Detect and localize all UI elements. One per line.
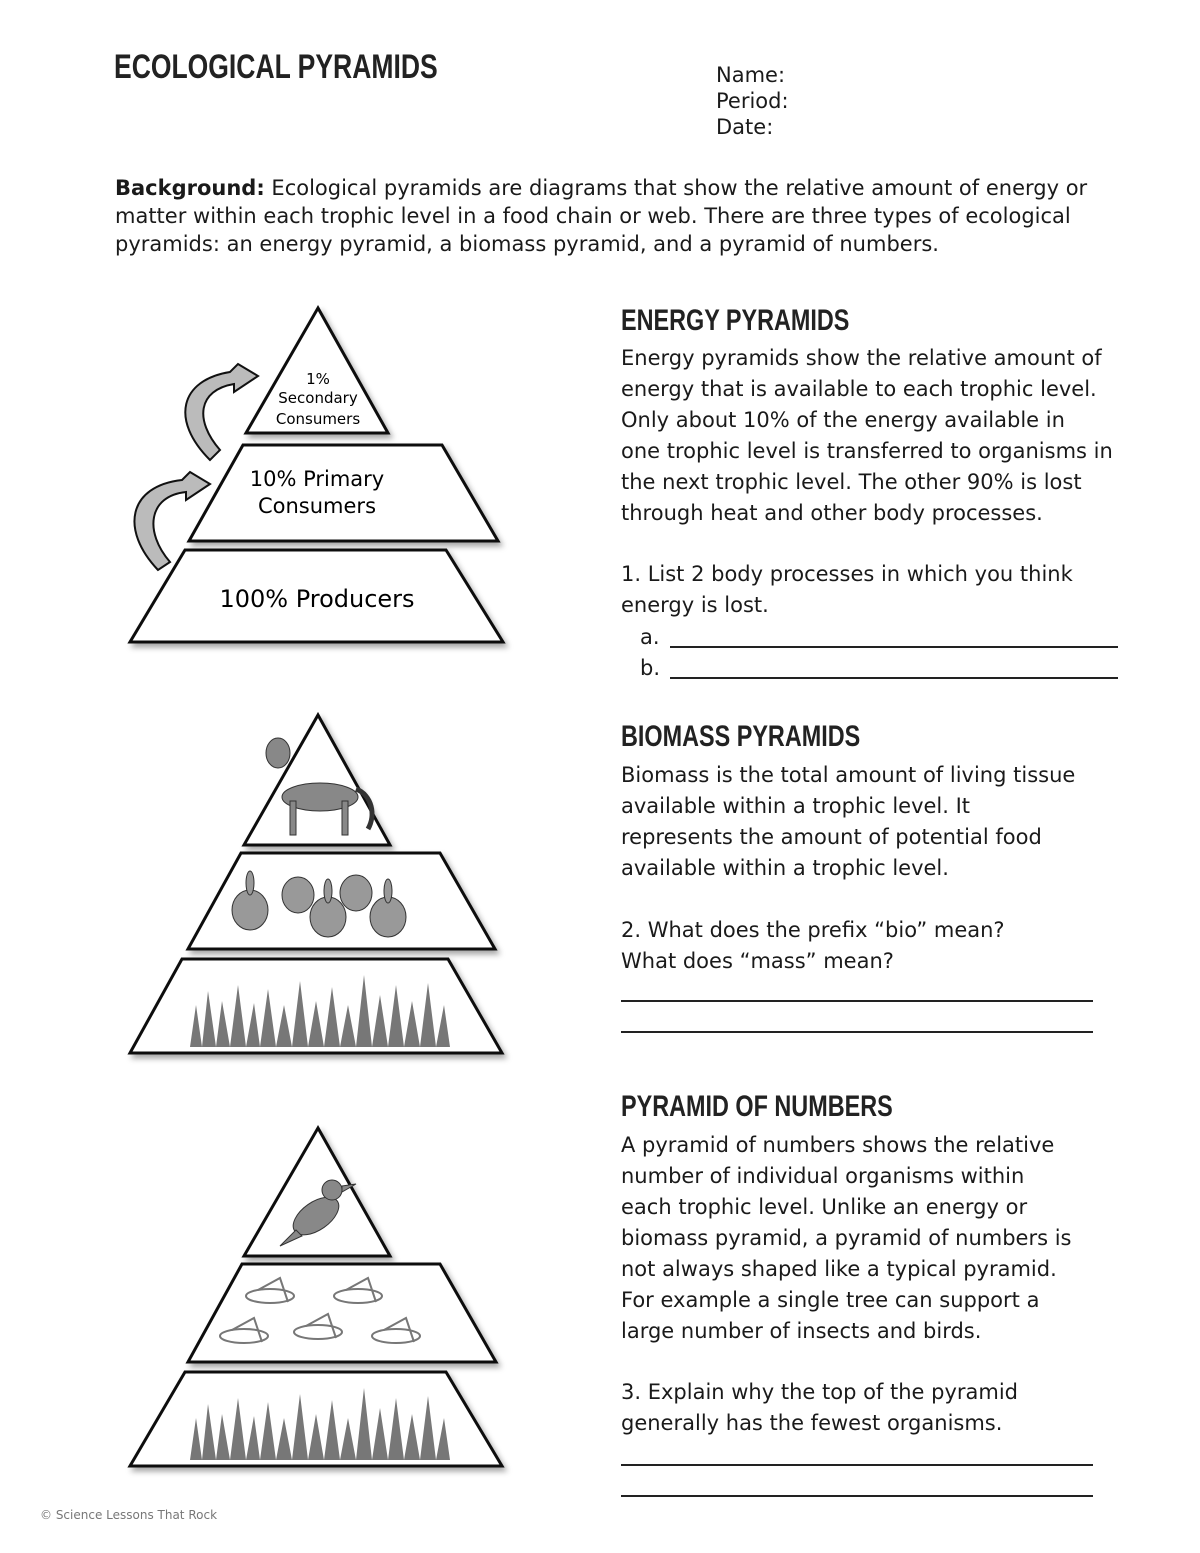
energy-mid-label-1: 10% Primary xyxy=(249,467,385,491)
answer-2-line-2[interactable] xyxy=(621,1031,1093,1033)
background-label: Background: xyxy=(115,176,265,200)
question-3-line: 3. Explain why the top of the pyramid xyxy=(621,1380,1019,1404)
numbers-line: large number of insects and birds. xyxy=(621,1319,982,1343)
answer-a-label: a. xyxy=(640,625,660,649)
biomass-heading: BIOMASS PYRAMIDS xyxy=(621,720,861,753)
numbers-line: not always shaped like a typical pyramid. xyxy=(621,1257,1057,1281)
numbers-line: number of individual organisms within xyxy=(621,1164,1025,1188)
energy-top-label-2: Consumers xyxy=(275,410,361,428)
energy-top-percent: 1% xyxy=(306,370,330,388)
question-1-line: 1. List 2 body processes in which you think xyxy=(621,562,1073,586)
energy-line: one trophic level is transferred to organisms in xyxy=(621,439,1113,463)
biomass-description xyxy=(621,760,1075,884)
biomass-line: available within a trophic level. It xyxy=(621,794,971,818)
energy-line: through heat and other body processes. xyxy=(621,501,1043,525)
energy-heading: ENERGY PYRAMIDS xyxy=(621,304,850,337)
answer-3-line-2[interactable] xyxy=(621,1495,1093,1497)
answer-b-label: b. xyxy=(640,656,661,680)
energy-description xyxy=(621,343,1113,529)
answer-a-line[interactable] xyxy=(670,646,1118,648)
question-1-line: energy is lost. xyxy=(621,593,769,617)
biomass-line: Biomass is the total amount of living tissue xyxy=(621,763,1076,787)
energy-line: energy that is available to each trophic level. xyxy=(621,377,1097,401)
question-2-line: What does “mass” mean? xyxy=(621,949,894,973)
numbers-heading: PYRAMID OF NUMBERS xyxy=(621,1090,893,1123)
period-label: Period: xyxy=(716,89,789,113)
energy-line: the next trophic level. The other 90% is lost xyxy=(621,470,1082,494)
biomass-line: available within a trophic level. xyxy=(621,856,949,880)
answer-2-line-1[interactable] xyxy=(621,1000,1093,1002)
numbers-line: For example a single tree can support a xyxy=(621,1288,1040,1312)
answer-3-line-1[interactable] xyxy=(621,1464,1093,1466)
energy-mid-label-2: Consumers xyxy=(257,494,377,518)
name-label: Name: xyxy=(716,63,786,87)
page-title: ECOLOGICAL PYRAMIDS xyxy=(114,48,438,86)
energy-middle-tier xyxy=(189,445,498,541)
numbers-pyramid-figure xyxy=(110,1118,530,1478)
energy-line: Only about 10% of the energy available in xyxy=(621,408,1065,432)
date-label: Date: xyxy=(716,115,774,139)
numbers-line: each trophic level. Unlike an energy or xyxy=(621,1195,1028,1219)
background-text: Ecological pyramids are diagrams that show the relative amount of energy or matter within each trophic level in a food chain or web. There are three types of ecological pyramids: an energy pyramid, a biomass pyramid, and a pyramid of numbers. xyxy=(115,176,1088,256)
answer-b-line[interactable] xyxy=(670,677,1118,679)
question-2 xyxy=(621,915,1005,977)
question-2-line: 2. What does the prefix “bio” mean? xyxy=(621,918,1005,942)
question-3 xyxy=(621,1377,1018,1439)
energy-pyramid-figure xyxy=(110,300,530,660)
numbers-line: biomass pyramid, a pyramid of numbers is xyxy=(621,1226,1072,1250)
numbers-description xyxy=(621,1130,1072,1347)
background-paragraph xyxy=(115,174,1105,258)
numbers-middle-tier xyxy=(188,1264,496,1362)
question-3-line: generally has the fewest organisms. xyxy=(621,1411,1003,1435)
question-1 xyxy=(621,559,1073,621)
numbers-top-tier xyxy=(244,1128,390,1256)
biomass-line: represents the amount of potential food xyxy=(621,825,1042,849)
numbers-line: A pyramid of numbers shows the relative xyxy=(621,1133,1055,1157)
energy-line: Energy pyramids show the relative amount of xyxy=(621,346,1102,370)
energy-top-label-1: Secondary xyxy=(278,389,358,407)
energy-bottom-label: 100% Producers xyxy=(219,585,415,613)
copyright-notice: © Science Lessons That Rock xyxy=(40,1508,218,1522)
student-info-block xyxy=(716,62,789,140)
biomass-pyramid-figure xyxy=(110,705,530,1065)
